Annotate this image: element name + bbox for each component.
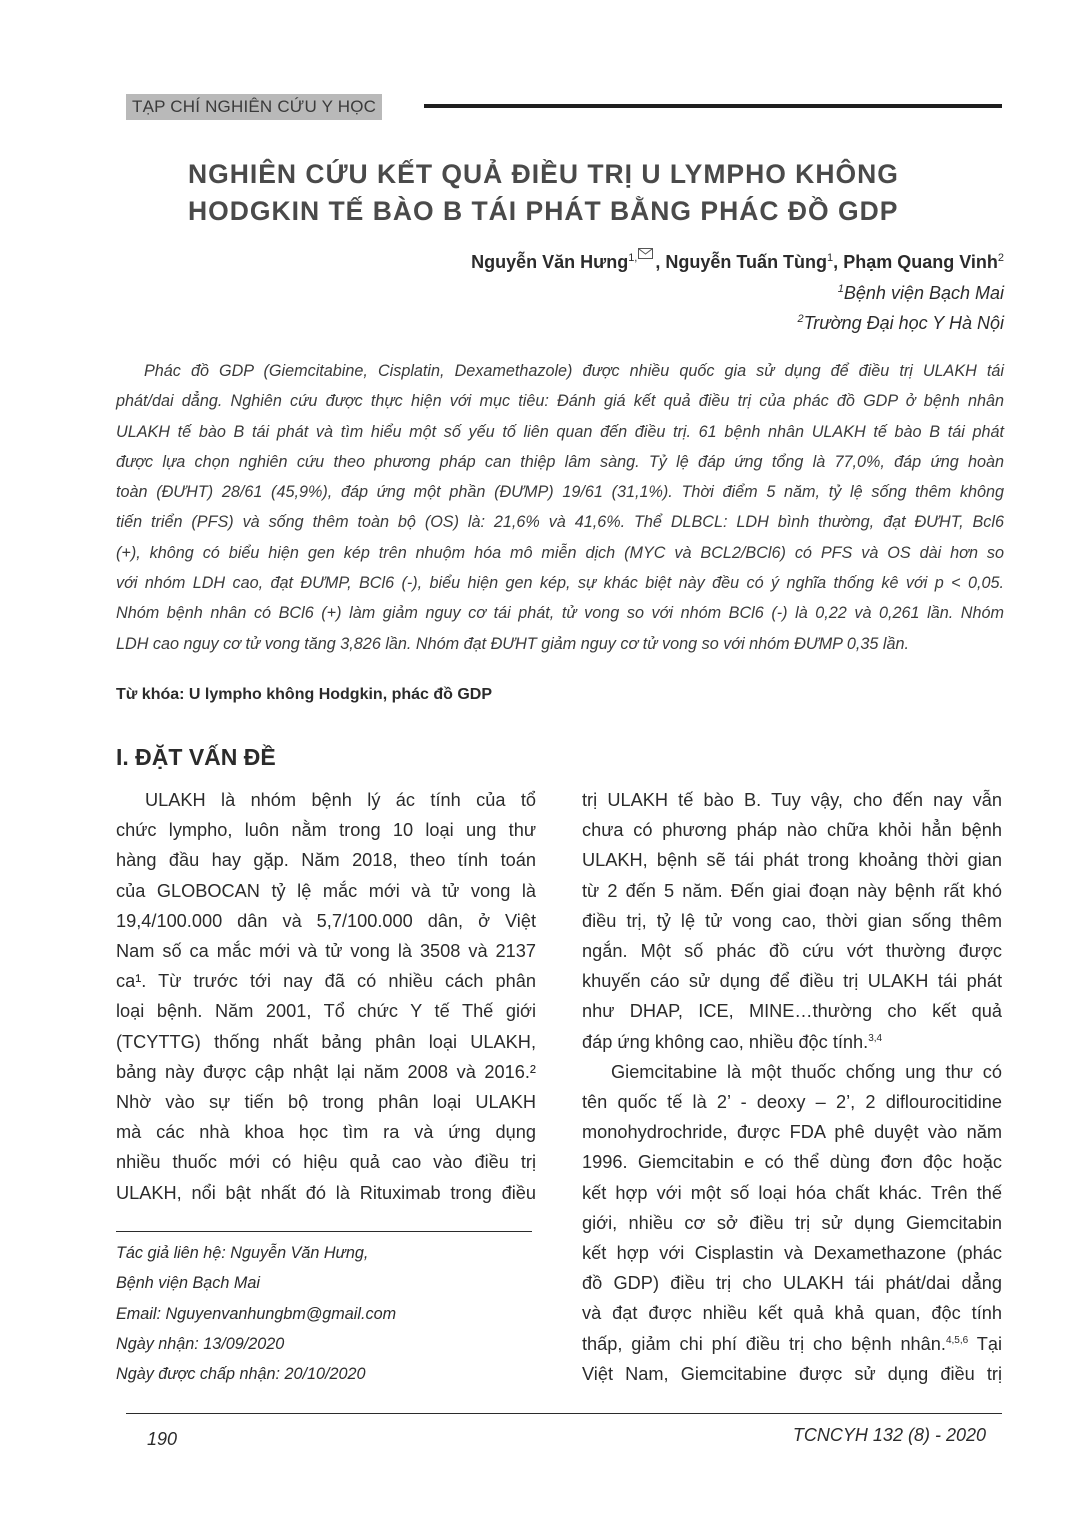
- body-line: tên quốc tế là 2’ - deoxy – 2’, 2 diflourocitidine: [582, 1092, 1002, 1113]
- author-affiliation-mark: 1,: [628, 252, 638, 264]
- abstract-line: ULAKH tế bào B tái phát và tìm hiểu một số yếu tố liên quan đến điều trị. 61 bệnh nhân ULAKH tế bào B tái phát: [116, 422, 1004, 441]
- body-line: của GLOBOCAN tỷ lệ mắc mới và tử vong là: [116, 880, 536, 901]
- footer-rule: [126, 1413, 1002, 1414]
- abstract-line: toàn (ĐƯHT) 28/61 (45,9%), đáp ứng một phần (ĐƯMP) 19/61 (31,1%). Thời điểm 5 năm, tỷ lệ sống thêm không: [116, 483, 1004, 502]
- body-line: (TCYTTG) thống nhất bảng phân loại ULAKH,: [116, 1031, 536, 1052]
- body-line: kết hợp với Cisplastin và Dexamethazone (phác: [582, 1243, 1002, 1264]
- correspondence-footnote: [116, 1238, 396, 1389]
- body-line: điều trị, tỷ lệ tử vong cao, thời gian sống thêm: [582, 910, 1002, 931]
- author-affiliation-mark: 1: [827, 252, 834, 264]
- author-list: [471, 252, 1004, 273]
- body-text: đáp ứng không cao, nhiều độc tính.: [582, 1031, 869, 1052]
- section-heading: I. ĐẶT VẤN ĐỀ: [116, 744, 276, 770]
- body-line: từ 2 đến 5 năm. Đến giai đoạn này bệnh rất khó: [582, 880, 1002, 901]
- body-line: 19,4/100.000 dân và 5,7/100.000 dân, ở Việt: [116, 910, 536, 931]
- title-line-1: NGHIÊN CỨU KẾT QUẢ ĐIỀU TRỊ U LYMPHO KHÔNG: [188, 159, 899, 189]
- body-line: trị ULAKH tế bào B. Tuy vậy, cho đến nay vẫn: [582, 790, 1002, 810]
- author-name: Nguyễn Tuấn Tùng: [665, 252, 828, 272]
- affiliation-2: [798, 313, 1005, 334]
- body-line: Giemcitabine là một thuốc chống ung thư có: [611, 1061, 1002, 1082]
- body-line: Việt Nam, Giemcitabine được sử dụng điều trị: [582, 1363, 1002, 1384]
- body-line: chức lympho, luôn nằm trong 10 loại ung thư: [116, 820, 536, 841]
- body-line: ULAKH, bệnh sẽ tái phát trong khoảng thời gian: [582, 850, 1002, 871]
- footnote-rule: [116, 1231, 532, 1232]
- abstract-line: phát/dai dẳng. Nghiên cứu được thực hiện với mục tiêu: Đánh giá kết quả điều trị của phác đồ GDP ở bệnh nhân: [116, 392, 1004, 411]
- abstract-line: Nhóm bệnh nhân có BCl6 (+) làm giảm nguy cơ tái phát, tử vong so với nhóm BCl6 (-) là 0,22 và 0,261 lần. Nhóm: [116, 604, 1004, 623]
- affiliation-name: Bệnh viện Bạch Mai: [843, 283, 1004, 303]
- body-line: Nhờ vào sự tiến bộ trong phân loại ULAKH: [116, 1092, 536, 1113]
- body-line: ULAKH là nhóm bệnh lý ác tính của tổ: [145, 790, 536, 810]
- author-separator: ,: [655, 252, 666, 272]
- author-name: Nguyễn Văn Hưng: [471, 252, 629, 272]
- affiliation-1: [838, 283, 1004, 304]
- abstract-line: LDH cao nguy cơ tử vong tăng 3,826 lần. Nhóm đạt ĐƯHT giảm nguy cơ tử vong so với nhóm ĐƯMP 0,35 lần.: [116, 634, 909, 653]
- footnote-received-date: Ngày nhận: 13/09/2020: [116, 1334, 285, 1353]
- body-column-left: [116, 785, 536, 1208]
- header-rule: [424, 104, 1002, 108]
- footnote-email: Email: Nguyenvanhungbm@gmail.com: [116, 1304, 397, 1323]
- body-line: hàng đầu hay gặp. Năm 2018, theo tính toán: [116, 850, 536, 871]
- body-line: và đạt được nhiều kết quả khả quan, độc tính: [582, 1303, 1002, 1324]
- article-title: [188, 156, 968, 230]
- body-column-right: [582, 785, 1002, 1389]
- footnote-line: Bệnh viện Bạch Mai: [116, 1274, 260, 1293]
- body-line: chưa có phương pháp nào chữa khỏi hẳn bệnh: [582, 820, 1002, 841]
- abstract-line: Phác đồ GDP (Giemcitabine, Cisplatin, Dexamethazole) được nhiều quốc gia sử dụng để điều trị ULAKH tái: [144, 362, 1004, 380]
- author-separator: ,: [833, 252, 844, 272]
- body-line: Nam số ca mắc mới và tử vong là 3508 và 2137: [116, 941, 536, 962]
- affiliation-mark: 1: [837, 283, 844, 295]
- abstract-line: tiến triển (PFS) và sống thêm toàn bộ (OS) là: 21,6% và 41,6%. Thể DLBCL: LDH bình thường, đạt ĐƯHT, Bcl6: [116, 513, 1004, 532]
- body-line: nhiều thuốc mới có hiệu quả cao vào điều trị: [116, 1152, 536, 1173]
- body-line: mà các nhà khoa học tìm ra và ứng dụng: [116, 1122, 536, 1143]
- journal-issue: TCNCYH 132 (8) - 2020: [792, 1425, 986, 1445]
- body-text: Tại: [968, 1333, 1002, 1354]
- abstract-line: (+), không có biểu hiện gen kép trên nhuộm hóa mô miễn dịch (MYC và BCL2/BCl6) có PFS và OS dài hơn so: [116, 543, 1004, 562]
- citation-mark: 4,5,6: [945, 1334, 969, 1346]
- keywords: Từ khóa: U lympho không Hodgkin, phác đồ GDP: [116, 686, 493, 703]
- body-line: đồ GDP) điều trị cho ULAKH tái phát/dai dẳng: [582, 1273, 1002, 1294]
- body-text: thấp, giảm chi phí điều trị cho bệnh nhân.: [582, 1333, 946, 1354]
- title-line-2: HODGKIN TẾ BÀO B TÁI PHÁT BẰNG PHÁC ĐỒ GDP: [188, 196, 899, 226]
- abstract-line: với nhóm LDH cao, đạt ĐƯMP, BCl6 (-), biểu hiện gen kép, sự khác biệt này đều có ý nghĩa thống kê với p < 0,05.: [116, 574, 1004, 593]
- body-line: ULAKH, nổi bật nhất đó là Rituximab trong điều: [116, 1182, 536, 1203]
- body-line: kết hợp với một số loại hóa chất khác. Trên thế: [582, 1182, 1002, 1203]
- author-affiliation-mark: 2: [997, 252, 1004, 264]
- author-name: Phạm Quang Vinh: [843, 252, 998, 272]
- body-line: bảng này được cập nhật lại năm 2008 và 2016.²: [116, 1061, 536, 1082]
- affiliation-name: Trường Đại học Y Hà Nội: [803, 313, 1004, 333]
- journal-header-label: TẠP CHÍ NGHIÊN CỨU Y HỌC: [126, 94, 382, 120]
- mail-icon: [638, 248, 653, 259]
- abstract-line: được lựa chọn nghiên cứu theo phương pháp can thiệp lâm sàng. Tỷ lệ đáp ứng tổng là 77,0%, đáp ứng hoàn: [116, 452, 1004, 471]
- body-line: giới, nhiều cơ sở điều trị sử dụng Giemcitabin: [582, 1212, 1002, 1233]
- body-line: [582, 1329, 1002, 1359]
- body-line: [582, 1027, 1002, 1057]
- body-line: ca¹. Từ trước tới nay đã có nhiều cách phân: [116, 971, 536, 992]
- body-line: khuyến cáo sử dụng để điều trị ULAKH tái phát: [582, 971, 1002, 992]
- footnote-line: Tác giả liên hệ: Nguyễn Văn Hưng,: [116, 1244, 369, 1262]
- body-line: monohydrochride, được FDA phê duyệt vào năm: [582, 1122, 1002, 1143]
- body-line: ngắn. Một số phác đồ cứu vớt thường được: [582, 941, 1002, 962]
- body-line: loại bệnh. Năm 2001, Tổ chức Y tế Thế giới: [116, 1001, 536, 1022]
- citation-mark: 3,4: [868, 1032, 883, 1044]
- body-line: 1996. Giemcitabin e có thể dùng đơn độc hoặc: [582, 1152, 1002, 1173]
- body-line: như DHAP, ICE, MINE…thường cho kết quả: [582, 1001, 1002, 1022]
- abstract: [116, 356, 1004, 659]
- page-number: 190: [147, 1429, 178, 1449]
- affiliation-mark: 2: [797, 313, 804, 325]
- footnote-accepted-date: Ngày được chấp nhận: 20/10/2020: [116, 1365, 366, 1384]
